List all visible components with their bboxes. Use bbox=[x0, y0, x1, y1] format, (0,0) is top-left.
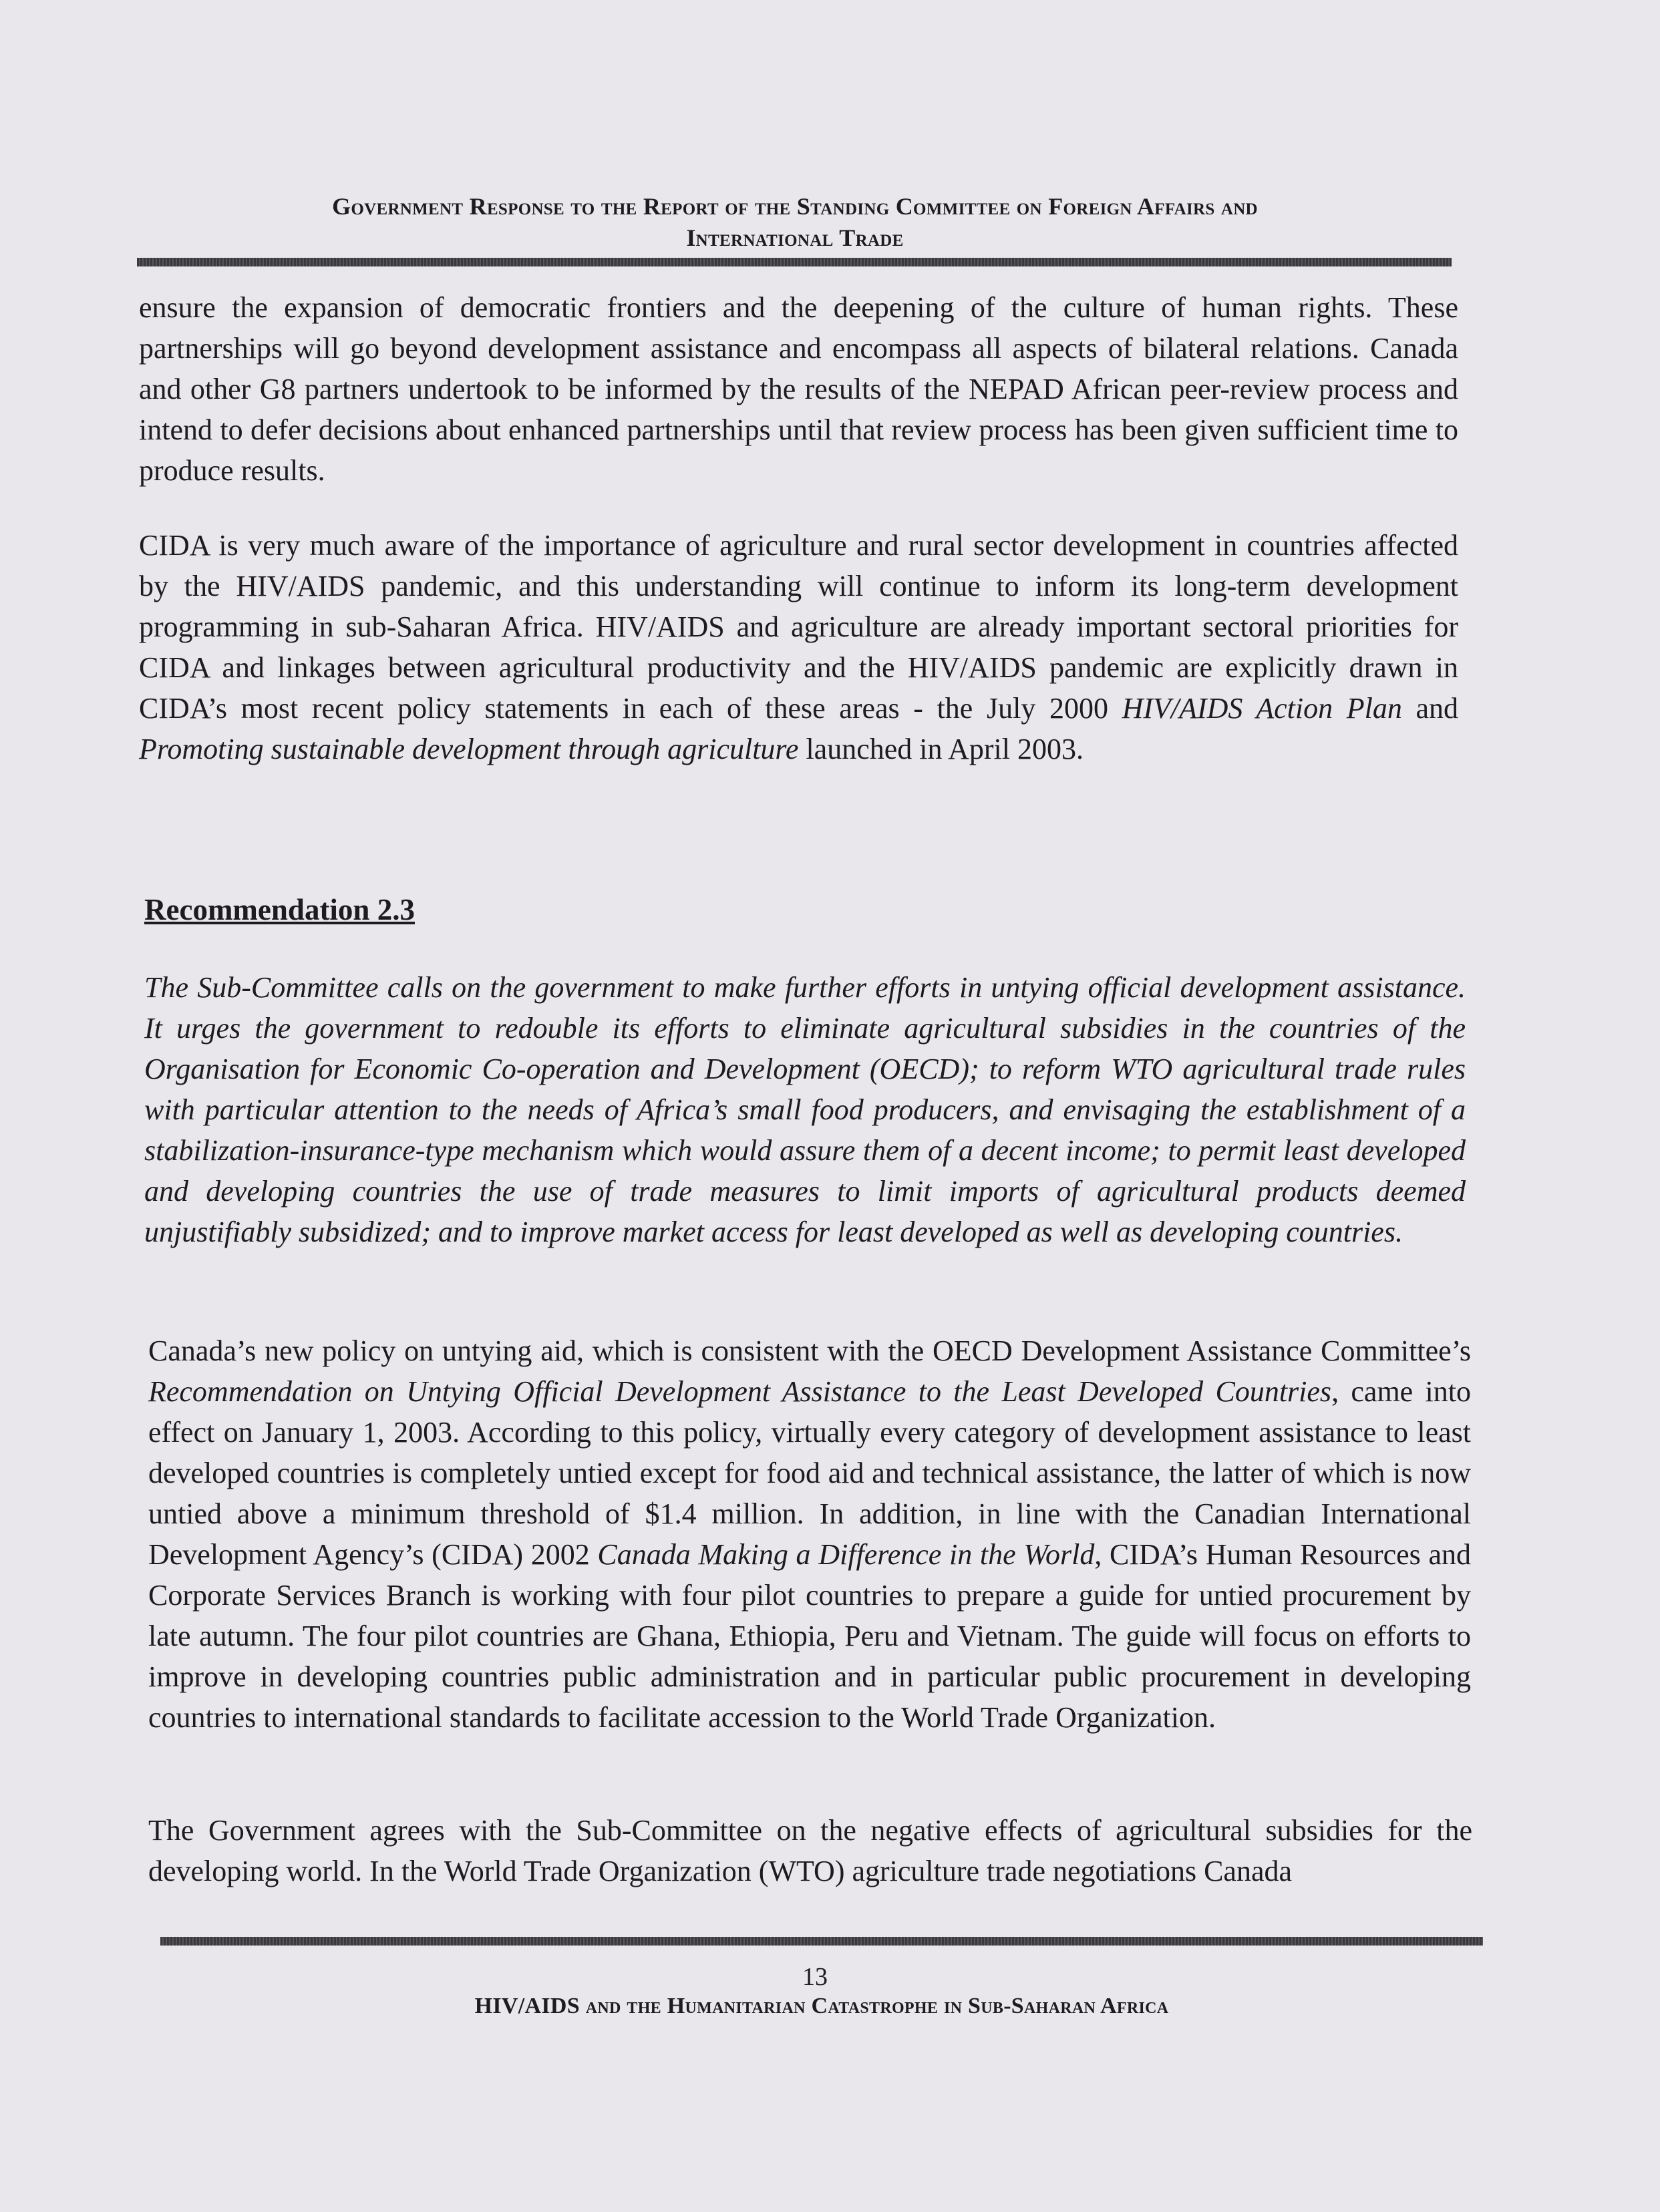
paragraph-untying-aid bbox=[148, 1330, 1471, 1738]
header-rule bbox=[137, 258, 1452, 266]
recommendation-text-body: The Sub-Committee calls on the government to make further efforts in untying official development assistance. It urges the government to redouble its efforts to eliminate agricultural subsidies in the countries of the Organisation for Economic Co-operation and Development (OECD); to reform WTO agricultural trade rules with particular attention to the needs of Africa’s small food producers, and envisaging the establishment of a stabilization-insurance-type mechanism which would assure them of a decent income; to permit least developed and developing countries the use of trade measures to limit imports of agricultural products deemed unjustifiably subsidized; and to improve market access for least developed as well as developing countries. bbox=[144, 971, 1466, 1248]
text-run: launched in April 2003. bbox=[798, 733, 1084, 765]
document-title-italic: Recommendation on Untying Official Development Assistance to the Least Developed Countries bbox=[148, 1375, 1332, 1408]
paragraph-partnerships bbox=[139, 287, 1458, 491]
text-run: Canada’s new policy on untying aid, which is consistent with the OECD Development Assistance Committee’s bbox=[148, 1334, 1471, 1367]
text-run: and bbox=[1401, 692, 1459, 725]
running-header bbox=[137, 191, 1453, 254]
document-title-italic: Canada Making a Difference in the World bbox=[597, 1538, 1095, 1571]
recommendation-heading: Recommendation 2.3 bbox=[144, 893, 415, 926]
paragraph-partnerships-text: ensure the expansion of democratic frontiers and the deepening of the culture of human rights. These partnerships will go beyond development assistance and encompass all aspects of bilateral relations. Canada and other G8 partners undertook to be informed by the results of the NEPAD African peer-review process and intend to defer decisions about enhanced partnerships until that review process has been given sufficient time to produce results. bbox=[139, 291, 1458, 487]
footer-rule bbox=[160, 1937, 1483, 1946]
document-title-italic: HIV/AIDS Action Plan bbox=[1122, 692, 1402, 725]
paragraph-cida-agriculture bbox=[139, 525, 1458, 769]
text-run: , came into effect on January 1, 2003. According to this policy, virtually every category of development assistance to least developed countries is completely untied except for food aid and technical assistance, the latter of which is now untied above a minimum threshold of $1.4 million. In addition, in line with the Canadian International Development Agency’s (CIDA) 2002 bbox=[148, 1375, 1471, 1571]
paragraph-subsidies bbox=[148, 1810, 1472, 1891]
text-run: , CIDA’s Human Resources and Corporate Services Branch is working with four pilot countries to prepare a guide for untied procurement by late autumn. The four pilot countries are Ghana, Ethiopia, Peru and Vietnam. The guide will focus on efforts to improve in developing countries public administration and in particular public procurement in developing countries to international standards to facilitate accession to the World Trade Organization. bbox=[148, 1538, 1472, 1734]
running-footer: HIV/AIDS and the Humanitarian Catastrophe in Sub-Saharan Africa bbox=[474, 1994, 1169, 2018]
paragraph-untying-aid-text bbox=[148, 1330, 1471, 1738]
document-title-italic: Promoting sustainable development through agriculture bbox=[139, 733, 799, 765]
text-run: CIDA is very much aware of the importance of agriculture and rural sector development in countries affected by the HIV/AIDS pandemic, and this understanding will continue to inform its long-term development programming in sub-Saharan Africa. HIV/AIDS and agriculture are already important sectoral priorities for CIDA and linkages between agricultural productivity and the HIV/AIDS pandemic are explicitly drawn in CIDA’s most recent policy statements in each of these areas - the July 2000 bbox=[139, 529, 1458, 725]
paragraph-cida-agriculture-text bbox=[139, 525, 1458, 769]
paragraph-subsidies-text: The Government agrees with the Sub-Committee on the negative effects of agricultural subsidies for the developing world. In the World Trade Organization (WTO) agriculture trade negotiations Canada bbox=[148, 1814, 1472, 1887]
page-number: 13 bbox=[802, 1963, 828, 1991]
running-header-line-2: International Trade bbox=[686, 224, 904, 251]
running-header-line-1: Government Response to the Report of the Standing Committee on Foreign Affairs and bbox=[332, 193, 1258, 220]
recommendation-text bbox=[144, 967, 1466, 1252]
